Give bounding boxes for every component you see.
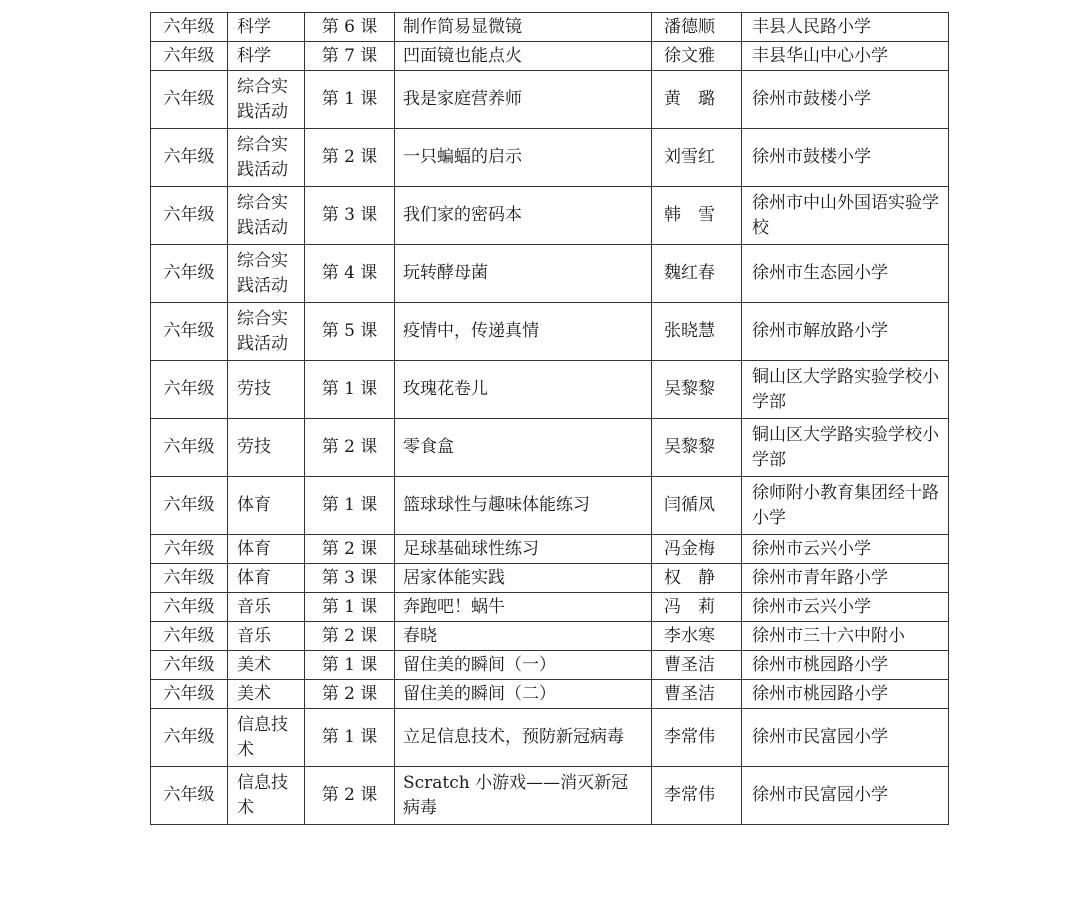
school-cell: 徐州市桃园路小学 bbox=[742, 680, 949, 709]
school-cell: 丰县人民路小学 bbox=[742, 13, 949, 42]
grade-cell: 六年级 bbox=[151, 709, 228, 767]
school-cell: 徐州市云兴小学 bbox=[742, 535, 949, 564]
lesson-cell: 第 1 课 bbox=[305, 477, 395, 535]
lesson-cell: 第 2 课 bbox=[305, 129, 395, 187]
subject-cell: 科学 bbox=[228, 13, 305, 42]
teacher-cell: 刘雪红 bbox=[652, 129, 742, 187]
teacher-cell: 张晓慧 bbox=[652, 303, 742, 361]
table-row bbox=[151, 187, 949, 245]
teacher-cell: 徐文雅 bbox=[652, 42, 742, 71]
school-cell: 徐州市解放路小学 bbox=[742, 303, 949, 361]
school-cell: 徐州市民富园小学 bbox=[742, 767, 949, 825]
teacher-cell: 魏红春 bbox=[652, 245, 742, 303]
lesson-cell: 第 3 课 bbox=[305, 187, 395, 245]
school-cell: 丰县华山中心小学 bbox=[742, 42, 949, 71]
lesson-cell: 第 2 课 bbox=[305, 680, 395, 709]
table-row bbox=[151, 419, 949, 477]
grade-cell: 六年级 bbox=[151, 593, 228, 622]
grade-cell: 六年级 bbox=[151, 622, 228, 651]
lesson-cell: 第 1 课 bbox=[305, 361, 395, 419]
subject-cell: 美术 bbox=[228, 680, 305, 709]
course-schedule-table bbox=[150, 12, 949, 825]
lesson-title-cell: 制作简易显微镜 bbox=[395, 13, 652, 42]
teacher-cell: 韩 雪 bbox=[652, 187, 742, 245]
grade-cell: 六年级 bbox=[151, 680, 228, 709]
grade-cell: 六年级 bbox=[151, 129, 228, 187]
grade-cell: 六年级 bbox=[151, 651, 228, 680]
subject-cell: 音乐 bbox=[228, 622, 305, 651]
table-row bbox=[151, 622, 949, 651]
table-row bbox=[151, 651, 949, 680]
subject-cell: 综合实践活动 bbox=[228, 187, 305, 245]
lesson-cell: 第 1 课 bbox=[305, 651, 395, 680]
subject-cell: 美术 bbox=[228, 651, 305, 680]
school-cell: 徐州市三十六中附小 bbox=[742, 622, 949, 651]
lesson-title-cell: 居家体能实践 bbox=[395, 564, 652, 593]
grade-cell: 六年级 bbox=[151, 13, 228, 42]
teacher-cell: 吴黎黎 bbox=[652, 419, 742, 477]
lesson-cell: 第 2 课 bbox=[305, 419, 395, 477]
course-schedule-body bbox=[151, 13, 949, 825]
teacher-cell: 闫循凤 bbox=[652, 477, 742, 535]
school-cell: 徐师附小教育集团经十路小学 bbox=[742, 477, 949, 535]
lesson-cell: 第 1 课 bbox=[305, 71, 395, 129]
table-row bbox=[151, 680, 949, 709]
teacher-cell: 吴黎黎 bbox=[652, 361, 742, 419]
school-cell: 徐州市云兴小学 bbox=[742, 593, 949, 622]
lesson-cell: 第 4 课 bbox=[305, 245, 395, 303]
grade-cell: 六年级 bbox=[151, 535, 228, 564]
lesson-cell: 第 7 课 bbox=[305, 42, 395, 71]
lesson-title-cell: 留住美的瞬间（二） bbox=[395, 680, 652, 709]
grade-cell: 六年级 bbox=[151, 42, 228, 71]
grade-cell: 六年级 bbox=[151, 419, 228, 477]
subject-cell: 劳技 bbox=[228, 361, 305, 419]
lesson-cell: 第 2 课 bbox=[305, 535, 395, 564]
teacher-cell: 潘德顺 bbox=[652, 13, 742, 42]
table-row bbox=[151, 709, 949, 767]
lesson-title-cell: 我是家庭营养师 bbox=[395, 71, 652, 129]
subject-cell: 综合实践活动 bbox=[228, 71, 305, 129]
table-row bbox=[151, 361, 949, 419]
subject-cell: 音乐 bbox=[228, 593, 305, 622]
lesson-title-cell: 玫瑰花卷儿 bbox=[395, 361, 652, 419]
subject-cell: 综合实践活动 bbox=[228, 303, 305, 361]
grade-cell: 六年级 bbox=[151, 245, 228, 303]
teacher-cell: 冯 莉 bbox=[652, 593, 742, 622]
table-row bbox=[151, 535, 949, 564]
school-cell: 徐州市中山外国语实验学校 bbox=[742, 187, 949, 245]
table-row bbox=[151, 42, 949, 71]
lesson-cell: 第 1 课 bbox=[305, 709, 395, 767]
subject-cell: 劳技 bbox=[228, 419, 305, 477]
lesson-title-cell: 立足信息技术，预防新冠病毒 bbox=[395, 709, 652, 767]
school-cell: 徐州市鼓楼小学 bbox=[742, 129, 949, 187]
teacher-cell: 黄 璐 bbox=[652, 71, 742, 129]
school-cell: 徐州市青年路小学 bbox=[742, 564, 949, 593]
lesson-cell: 第 2 课 bbox=[305, 767, 395, 825]
grade-cell: 六年级 bbox=[151, 477, 228, 535]
lesson-title-cell: 奔跑吧！蜗牛 bbox=[395, 593, 652, 622]
school-cell: 铜山区大学路实验学校小学部 bbox=[742, 361, 949, 419]
table-row bbox=[151, 593, 949, 622]
grade-cell: 六年级 bbox=[151, 564, 228, 593]
grade-cell: 六年级 bbox=[151, 303, 228, 361]
lesson-title-cell: 足球基础球性练习 bbox=[395, 535, 652, 564]
table-row bbox=[151, 245, 949, 303]
school-cell: 徐州市民富园小学 bbox=[742, 709, 949, 767]
subject-cell: 体育 bbox=[228, 564, 305, 593]
teacher-cell: 曹圣洁 bbox=[652, 651, 742, 680]
lesson-title-cell: 我们家的密码本 bbox=[395, 187, 652, 245]
teacher-cell: 李常伟 bbox=[652, 709, 742, 767]
school-cell: 徐州市桃园路小学 bbox=[742, 651, 949, 680]
table-row bbox=[151, 129, 949, 187]
table-row bbox=[151, 71, 949, 129]
subject-cell: 体育 bbox=[228, 477, 305, 535]
table-row bbox=[151, 564, 949, 593]
subject-cell: 综合实践活动 bbox=[228, 129, 305, 187]
teacher-cell: 权 静 bbox=[652, 564, 742, 593]
teacher-cell: 李水寒 bbox=[652, 622, 742, 651]
teacher-cell: 冯金梅 bbox=[652, 535, 742, 564]
lesson-title-cell: 零食盒 bbox=[395, 419, 652, 477]
school-cell: 徐州市鼓楼小学 bbox=[742, 71, 949, 129]
school-cell: 铜山区大学路实验学校小学部 bbox=[742, 419, 949, 477]
teacher-cell: 李常伟 bbox=[652, 767, 742, 825]
table-row bbox=[151, 13, 949, 42]
lesson-title-cell: 凹面镜也能点火 bbox=[395, 42, 652, 71]
subject-cell: 信息技术 bbox=[228, 709, 305, 767]
table-row bbox=[151, 767, 949, 825]
subject-cell: 信息技术 bbox=[228, 767, 305, 825]
lesson-cell: 第 5 课 bbox=[305, 303, 395, 361]
lesson-title-cell: 篮球球性与趣味体能练习 bbox=[395, 477, 652, 535]
school-cell: 徐州市生态园小学 bbox=[742, 245, 949, 303]
teacher-cell: 曹圣洁 bbox=[652, 680, 742, 709]
table-row bbox=[151, 303, 949, 361]
grade-cell: 六年级 bbox=[151, 71, 228, 129]
subject-cell: 综合实践活动 bbox=[228, 245, 305, 303]
subject-cell: 科学 bbox=[228, 42, 305, 71]
lesson-title-cell: 一只蝙蝠的启示 bbox=[395, 129, 652, 187]
lesson-title-cell: 玩转酵母菌 bbox=[395, 245, 652, 303]
grade-cell: 六年级 bbox=[151, 767, 228, 825]
lesson-title-cell: 春晓 bbox=[395, 622, 652, 651]
lesson-title-cell: Scratch 小游戏——消灭新冠病毒 bbox=[395, 767, 652, 825]
lesson-cell: 第 3 课 bbox=[305, 564, 395, 593]
lesson-cell: 第 1 课 bbox=[305, 593, 395, 622]
lesson-title-cell: 疫情中，传递真情 bbox=[395, 303, 652, 361]
lesson-cell: 第 2 课 bbox=[305, 622, 395, 651]
subject-cell: 体育 bbox=[228, 535, 305, 564]
lesson-title-cell: 留住美的瞬间（一） bbox=[395, 651, 652, 680]
table-row bbox=[151, 477, 949, 535]
lesson-cell: 第 6 课 bbox=[305, 13, 395, 42]
grade-cell: 六年级 bbox=[151, 187, 228, 245]
grade-cell: 六年级 bbox=[151, 361, 228, 419]
